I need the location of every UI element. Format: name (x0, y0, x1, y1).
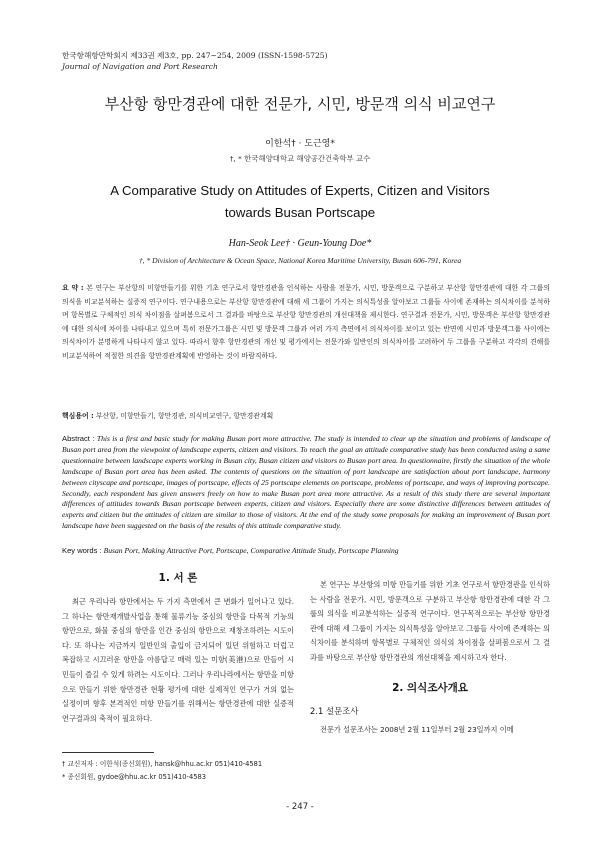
affiliation-en: †, * Division of Architecture & Ocean Space, National Korea Maritime University, Busan 606-791, Korea (138, 256, 462, 265)
authors-en: Han-Seok Lee† · Geun-Young Doe* (228, 238, 372, 249)
page-number: - 247 - (286, 802, 314, 812)
abstract-en-label: Abstract : (62, 434, 95, 443)
section-heading-survey-overview: 2. 의식조사개요 (392, 681, 468, 694)
keywords-en-text: Busan Port, Making Attractive Port, Portscape, Comparative Attitude Study, Portscape Planning (103, 546, 399, 555)
footnotes (62, 758, 302, 784)
abstract-kr-text: 본 연구는 부산항의 미항만들기를 위한 기초 연구로서 항만경관을 인식하는 사람을 전문가, 시민, 방문객으로 구분하고 부산항 항만경관에 대한 각 그룹의 의식을 비교분석하는 실증적 연구이다. 연구내용으로는 부산항 항만경관에 대해 세 그룹이 가지는 의식특성을 알아보고 그룹들 사이에 존재하는 의식차이를 분석하며 항목별로 구체적인 의식 차이점을 살펴봄으로서 그 결과를 바탕으로 부산항 항만경관의 개선대책을 제시한다. 연구결과 전문가, 시민, 방문객은 부산항 항만경관에 대한 의식에 차이를 나타내고 있으며 특히 전문가그룹은 시민 및 방문객 그룹과 여러 가지 측면에서 의식차이를 보이고 있는 반면에 시민과 방문객그룹 사이에는 의식차이가 분명하게 나타나지 않고 있다. 따라서 향후 항만경관의 개선 및 평가에서는 전문가와 일반인의 의식차이를 고려하여 두 그룹을 구분하고 각각의 견해를 비교분석하여 적절한 의견을 항만경관계획에 반영하는 것이 바람직하다. (62, 284, 550, 360)
column-right (310, 578, 550, 737)
survey-paragraph: 전문가 설문조사는 2008년 2월 11일부터 2월 23일까지 이메 (320, 724, 514, 734)
affiliation-kr: †, * 한국해양대학교 해양공간건축학부 교수 (229, 154, 371, 163)
footnote-coauthor: * 종신회원, gydoe@hhu.ac.kr 051)410-4583 (62, 772, 206, 781)
introduction-paragraph-2: 본 연구는 부산항의 미항 만들기를 위한 기초 연구로서 항만경관을 인식하는 사람을 전문가, 시민, 방문객으로 구분하고 부산항 항만경관에 대한 각 그룹의 의식을 비교분석하는 실증적 연구이다. 연구목적으로는 부산항 항만경관에 대해 세 그룹이 가지는 의식특성을 알아보고 그룹들 사이에 존재하는 의식차이를 분석하며 항목별로 구체적인 의식의 차이점을 살펴봄으로서 그 결과를 바탕으로 부산항 항만경관의 개선대책을 제시하고자 한다. (310, 580, 550, 662)
keywords-kr-label: 핵심용어 : (62, 412, 94, 420)
subsection-heading-questionnaire: 2.1 설문조사 (310, 705, 359, 716)
keywords-kr-text: 부산항, 미항만들기, 항만경관, 의식비교연구, 항만경관계획 (95, 412, 274, 420)
abstract-en-text: This is a first and basic study for making Busan port more attractive. The study is intended to clear up the situation and problems of landscape of Busan port area from the viewpoint of landscape experts, citizen and visitors. To reach the goal an attitude comparative study has been conducted using a same questionnaire between landscape experts working in Busan city, Busan citizen and visitors to Busan port area. In questionnaire, firstly the situation of the whole landscape of Busan port area has been asked. The contents of questions on the situation of port landscape are satisfaction about port landscape, harmony between cityscape and portscape, images of portscape, effects of 25 portscape elements on portscape, problems of portscape, and ways of improving portscape. Secondly, each respondent has given answers freely on how to make Busan port area more attractive. As a result of this study there are several important differences of attitudes towards Busan portscape between experts, citizen and visitors. Especially there are some distinctive differences between attitudes of experts and citizen but the attitudes of citizen are similar to those of visitors. At the end of the study some proposals for making an improvement of Busan port landscape have been suggested on the basis of the results of this attitude comparative study. (62, 434, 550, 531)
abstract-en (62, 434, 550, 532)
journal-citation: 한국항해항만학회지 제33권 제3호, pp. 247~254, 2009 (ISSN-1598-5725) (62, 51, 328, 60)
column-left (62, 570, 294, 726)
journal-name-en: Journal of Navigation and Port Research (62, 62, 218, 71)
authors-kr: 이한석† · 도근영* (265, 139, 335, 149)
abstract-kr-label: 요 약 : (62, 284, 84, 292)
keywords-kr (62, 410, 550, 420)
introduction-paragraph: 최근 우리나라 항만에서는 두 가지 측면에서 큰 변화가 일어나고 있다. 그 하나는 항만재개발사업을 통해 물류기능 중심의 항만을 다목적 기능의 항만으로, 화물 중심의 항만을 인간 중심의 항만으로 재창조하려는 시도이다. 또 하나는 지금까지 일반인의 출입이 금지되어 있던 위험하고 더럽고 복잡하고 시끄러운 항만을 아름답고 매력 있는 미항(美港)으로 만들어 시민들이 즐길 수 있게 하려는 시도이다. 그러나 우리나라에서는 항만을 미항으로 만들기 위한 항만경관 현황 평가에 대한 실제적인 연구가 거의 없는 실정이며 향후 본격적인 미항 만들기를 위해서는 항만경관에 대한 실증적 연구결과의 축적이 필요하다. (62, 597, 294, 723)
section-heading-introduction: 1. 서 론 (158, 572, 198, 584)
paper-title-kr: 부산항 항만경관에 대한 전문가, 시민, 방문객 의식 비교연구 (104, 95, 496, 113)
keywords-en (62, 546, 550, 555)
journal-header (62, 50, 328, 72)
footnote-divider (62, 752, 154, 753)
footnote-corresponding-author: † 교신저자 : 이한석(종신회원), hansk@hhu.ac.kr 051)410-4581 (62, 760, 263, 768)
paper-title-en (80, 180, 520, 224)
paper-title-en-line1: A Comparative Study on Attitudes of Experts, Citizen and Visitors (110, 183, 490, 198)
keywords-en-label: Key words : (62, 546, 102, 555)
paper-title-en-line2: towards Busan Portscape (224, 205, 376, 220)
abstract-kr (62, 282, 550, 364)
